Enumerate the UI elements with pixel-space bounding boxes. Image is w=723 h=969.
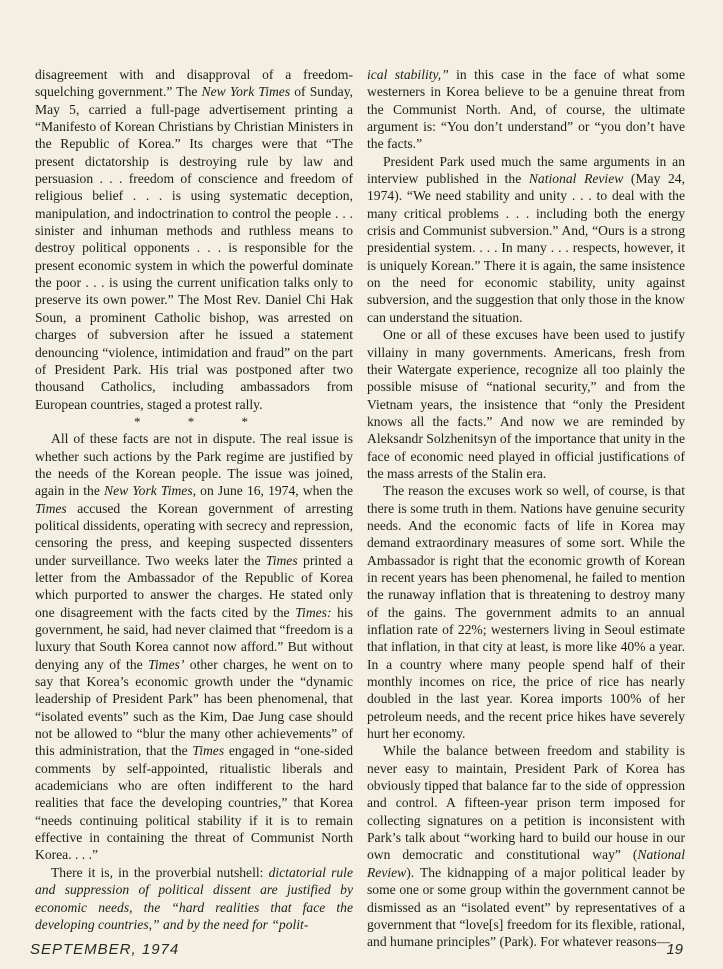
footer-date: SEPTEMBER, 1974 xyxy=(30,941,180,958)
text-run: on June 16, 1974, when the xyxy=(196,483,353,499)
text-run: disagreement with and disapproval of a freedom-squelching government.” The xyxy=(35,67,353,100)
paragraph: One or all of these excuses have been used to justify villainy in many governments. Americans, fresh from their Watergate experience, recognize all too plainly the possible misuse of “national security,” and from the Vietnam years, the insistence that “only the President knows all the facts.” And now we are reminded by Aleksandr Solzhenitsyn of the importance that unity in the face of economic need played in official justifications of the mass arrests of the Stalin era. xyxy=(367,327,685,481)
italic-run: Times xyxy=(265,552,298,568)
paragraph xyxy=(367,742,685,950)
text-run: printed a letter from the Ambassador of the Republic of Korea which purported to answer the charges. He stated only one disagreement with the facts cited by the xyxy=(35,552,353,620)
text-run: of Sunday, May 5, carried a full-page advertisement printing a “Manifesto of Korean Christians by Christian Ministers in the Republic of Korea.” Its charges were that “The present dictatorship is destroying rule by law and persuasion . . . freedom of conscience and freedom of religious belief . . . is using systematic deception, manipulation, and indoctrination to control the people . . . sinister and inhuman methods and ruthless means to destroy political opponents . . . is responsible for the present economic system in which the powerful dominate the poor . . . is using the current unification talks only to preserve its own power.” The Most Rev. Daniel Chi Hak Soun, a prominent Catholic bishop, was arrested on charges of subversion after he issued a statement denouncing “violence, intimidation and fraud” on the part of President Park. His trial was postponed after two thousand Catholics, including ambassadors from European countries, staged a protest rally. xyxy=(35,84,354,412)
text-run: While the balance between freedom and stability is never easy to maintain, President Park of Korea has obviously tipped that balance far to the side of oppression and control. A fifteen-year prison term imposed for collecting signatures on a petition is inconsistent with Park’s talk about “working hard to build our house in our own democratic and constitutional way” ( xyxy=(367,743,685,863)
paragraph xyxy=(367,66,685,153)
paragraph: The reason the excuses work so well, of course, is that there is some truth in them. Nations have genuine security needs. And the economic facts of life in Korea may demand extraordinary measures of some sort. While the Ambassador is right that the economic growth of Korean in recent years has been phenomenal, he failed to mention the runaway inflation that is threatening to destroy many of the gains. The government admits to an annual inflation rate of 22%; westerners living in Seoul estimate that inflation, in that city at least, is more like 40% a year. In a country where many people spend half of their monthly incomes on rice, the price of rice has nearly doubled in the last year. Korea imports 100% of her petroleum needs, and the recent price hikes have severely hurt her economy. xyxy=(367,483,685,742)
italic-run: National Review xyxy=(367,847,685,880)
right-column xyxy=(367,66,685,951)
italic-run: dictatorial rule and suppression of political dissent are justified by economic needs, the “hard realities that face the developing countries,” and by the need for “polit- xyxy=(35,864,353,932)
section-break: * * * xyxy=(134,413,270,429)
italic-run: ical stability,” xyxy=(367,67,449,82)
text-run: other charges, he went on to say that Korea’s economic growth under the “dynamic leadership of President Park” has been phenomenal, that “isolated events” such as the Kim, Dae Jung case should not be allowed to “blur the many other achievements” of this administration, that the xyxy=(35,656,353,759)
text-run: ). The kidnapping of a major political leader by some one or some group within the government cannot be dismissed as an “isolated event” by representatives of a government that “love[s] freedom for its flexible, rational, and humane principles” (Park). For whatever reasons— xyxy=(367,864,685,950)
text-run: (May 24, 1974). “We need stability and unity . . . to deal with the many critical problems . . . including both the energy crisis and Communist subversion.” And, “Ours is a strong presidential system. . . . In many . . . respects, however, it is uniquely Korean.” There it is again, the same insistence on the need for economic stability, unity against subversion, and the suggestion that only those in the know can understand the situation. xyxy=(367,171,685,325)
text-run: in this case in the face of what some westerners in Korea believe to be a genuine threat from the Communist North. And, of course, the ultimate argument is: “You don’t understand” or “you don’t have the facts.” xyxy=(367,67,685,152)
page-number: 19 xyxy=(666,941,683,958)
paragraph xyxy=(35,430,353,864)
text-run: his government, he said, had never claimed that “freedom is a luxury that South Korea cannot now afford.” But without denying any of the xyxy=(35,604,353,672)
italic-run: New York Times, xyxy=(104,483,197,499)
italic-run: Times’ xyxy=(148,656,185,672)
left-column xyxy=(35,66,353,933)
text-run: accused the Korean government of arresting political dissidents, operating with secrecy and repression, censoring the press, and keeping suspected dissenters under surveillance. Two weeks later the xyxy=(35,500,353,568)
italic-run: New York Times xyxy=(201,84,291,100)
text-run: engaged in “one-sided comments by self-appointed, ritualistic liberals and academicians who are often indifferent to the hard realities that face the developing countries,” that Korea “needs continuing political stability if it is to remain effective in containing the threat of Communist North Korea. . . .” xyxy=(35,743,353,863)
italic-run: Times xyxy=(192,743,225,759)
italic-run: Times xyxy=(35,500,67,516)
paragraph xyxy=(35,864,353,933)
italic-run: Times: xyxy=(295,604,332,620)
text-run: All of these facts are not in dispute. The real issue is whether such actions by the Park regime are justified by the needs of the Korean people. The issue was joined, again in the xyxy=(35,431,353,499)
text-run: There it is, in the proverbial nutshell: xyxy=(51,864,269,880)
italic-run: National Review xyxy=(528,171,624,187)
paragraph xyxy=(367,153,685,326)
text-run: President Park used much the same arguments in an interview published in the xyxy=(367,153,685,187)
paragraph xyxy=(35,66,353,413)
